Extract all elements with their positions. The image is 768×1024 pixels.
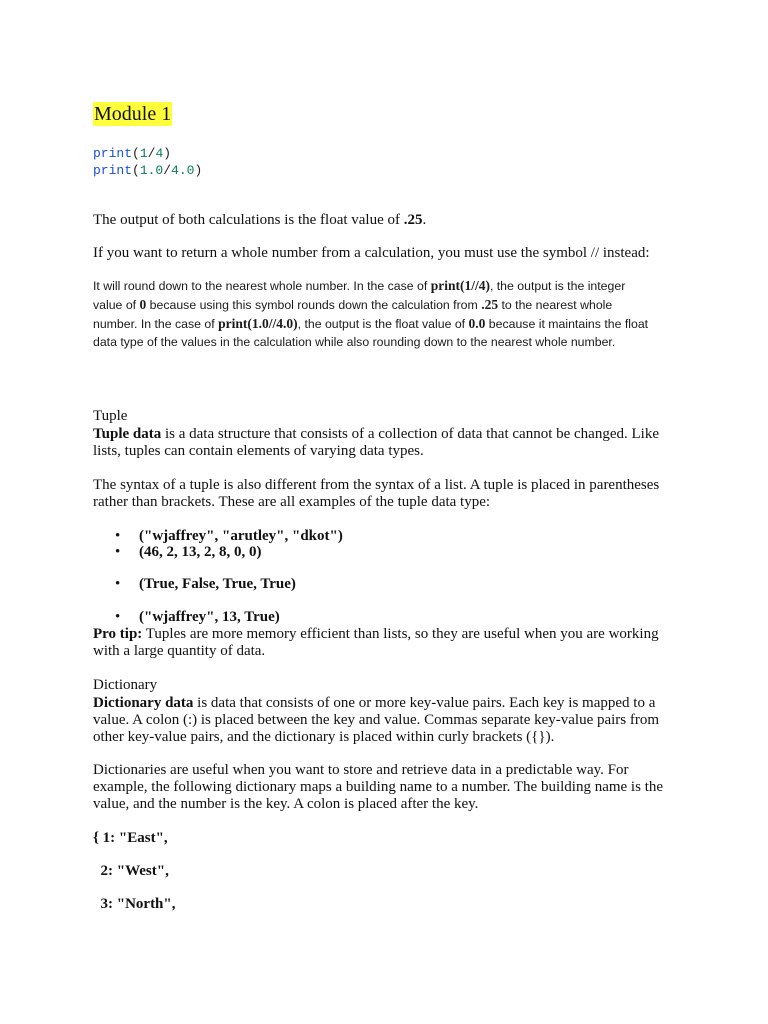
text: is data that consists of one or more key-value pairs. Each key is mapped to a value. A colon (:) is placed between the key and value. Commas separate key-value pairs from other key-value pairs, and the dictionary is placed within curly brackets ({}). bbox=[93, 695, 660, 745]
dictionary-example-line: { 1: "East", bbox=[93, 830, 168, 846]
code-line-2 bbox=[93, 162, 202, 179]
dictionary-definition bbox=[93, 695, 683, 746]
text: , the output is the integer value of bbox=[93, 279, 626, 312]
module-title: Module 1 bbox=[94, 103, 172, 125]
whole-number-paragraph: If you want to return a whole number from a calculation, you must use the symbol // instead: bbox=[93, 245, 650, 261]
bold-term: Tuple data bbox=[93, 426, 162, 442]
code-number: 1.0 bbox=[139, 163, 164, 178]
dictionary-example-line: 2: "West", bbox=[93, 863, 169, 879]
tuple-example: (True, False, True, True) bbox=[139, 576, 296, 592]
code-number: 4.0 bbox=[171, 163, 195, 178]
bold-code: 0.0 bbox=[468, 315, 486, 331]
tuple-example: ("wjaffrey", 13, True) bbox=[139, 609, 280, 625]
text: Tuples are more memory efficient than lists, so they are useful when you are working with a large quantity of data. bbox=[93, 626, 659, 659]
tuple-definition bbox=[93, 426, 683, 460]
bold-term: Dictionary data bbox=[93, 695, 194, 711]
dictionary-example-line: 3: "North", bbox=[93, 896, 176, 912]
code-operator: / bbox=[147, 146, 156, 161]
tuple-heading: Tuple bbox=[93, 408, 128, 424]
code-paren: ( bbox=[132, 163, 140, 178]
code-paren: ( bbox=[132, 146, 140, 161]
rounding-paragraph bbox=[93, 277, 653, 352]
code-line-1 bbox=[93, 145, 171, 162]
code-paren: ) bbox=[194, 163, 203, 178]
code-fn: print bbox=[93, 163, 133, 178]
dictionary-usage-paragraph: Dictionaries are useful when you want to store and retrieve data in a predictable way. For example, the following dictionary maps a building name to a number. The building name is the value, and the number is the key. A colon is placed after the key. bbox=[93, 762, 664, 812]
bold-code: print(1//4) bbox=[430, 278, 490, 293]
pro-tip-paragraph bbox=[93, 626, 683, 660]
code-paren: ) bbox=[163, 146, 172, 161]
text: is a data structure that consists of a collection of data that cannot be changed. Like lists, tuples can contain elements of varying data types. bbox=[93, 426, 659, 459]
text: because using this symbol rounds down the calculation from bbox=[146, 297, 482, 312]
code-operator: / bbox=[163, 163, 172, 178]
bold-code: print(1.0//4.0) bbox=[218, 315, 298, 331]
text: because it maintains the float data type of the values in the calculation while also rounding down to the nearest whole number. bbox=[93, 316, 649, 350]
bullet-dot: • bbox=[115, 609, 121, 625]
tuple-syntax-paragraph: The syntax of a tuple is also different from the syntax of a list. A tuple is placed in parentheses rather than brackets. These are all examples of the tuple data type: bbox=[93, 477, 660, 510]
code-number: 1 bbox=[139, 146, 148, 161]
bold-text: .25 bbox=[403, 212, 423, 228]
code-number: 4 bbox=[155, 146, 164, 161]
text: It will round down to the nearest whole number. In the case of bbox=[93, 279, 431, 293]
bold-code: 0 bbox=[139, 296, 147, 312]
text: The output of both calculations is the float value of bbox=[93, 212, 404, 228]
tuple-example: ("wjaffrey", "arutley", "dkot") bbox=[139, 528, 343, 544]
text: . bbox=[422, 212, 427, 228]
code-fn: print bbox=[93, 146, 133, 161]
text: to the nearest whole number. In the case of bbox=[93, 297, 613, 331]
dictionary-heading: Dictionary bbox=[93, 677, 158, 693]
bold-term: Pro tip: bbox=[93, 626, 143, 642]
output-paragraph bbox=[93, 212, 683, 229]
bullet-dot: • bbox=[115, 576, 121, 592]
bold-code: .25 bbox=[481, 296, 499, 312]
bullet-dot: • bbox=[115, 528, 121, 544]
tuple-example: (46, 2, 13, 2, 8, 0, 0) bbox=[139, 544, 262, 560]
text: , the output is the float value of bbox=[297, 316, 469, 331]
bullet-dot: • bbox=[115, 544, 121, 560]
